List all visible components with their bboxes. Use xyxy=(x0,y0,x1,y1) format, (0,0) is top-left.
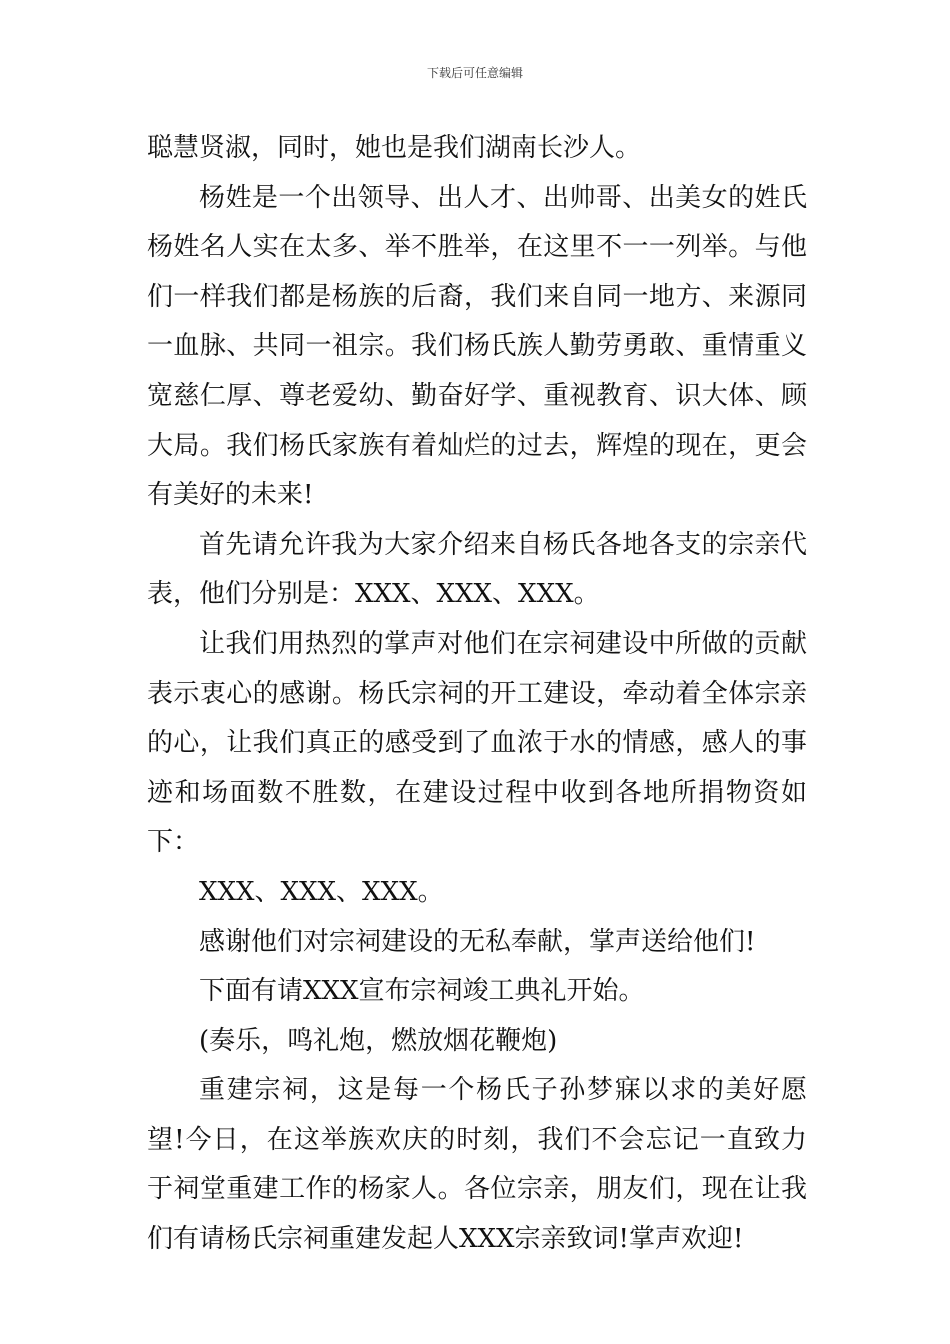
paragraph-2: 杨姓是一个出领导、出人才、出帅哥、出美女的姓氏杨姓名人实在太多、举不胜举，在这里不一一列举。与他们一样我们都是杨族的后裔，我们来自同一地方、来源同一血脉、共同一祖宗。我们杨氏族人勤劳勇敢、重情重义宽慈仁厚、尊老爱幼、勤奋好学、重视教育、识大体、顾大局。我们杨氏家族有着灿烂的过去，辉煌的现在，更会有美好的未来! xyxy=(147,182,807,511)
paragraph-4: 让我们用热烈的掌声对他们在宗祠建设中所做的贡献表示衷心的感谢。杨氏宗祠的开工建设，牵动着全体宗亲的心，让我们真正的感受到了血浓于水的情感，感人的事迹和场面数不胜数，在建设过程中收到各地所捐物资如下： xyxy=(147,628,807,858)
document-body xyxy=(147,124,807,1265)
paragraph-3: 首先请允许我为大家介绍来自杨氏各地各支的宗亲代表，他们分别是：XXX、XXX、XXX。 xyxy=(147,529,807,610)
paragraph-1: 聪慧贤淑，同时，她也是我们湖南长沙人。 xyxy=(147,133,642,163)
paragraph-6: 感谢他们对宗祠建设的无私奉献，掌声送给他们! xyxy=(199,926,756,957)
paragraph-9: 重建宗祠，这是每一个杨氏子孙梦寐以求的美好愿望!今日，在这举族欢庆的时刻，我们不会忘记一直致力于祠堂重建工作的杨家人。各位宗亲，朋友们，现在让我们有请杨氏宗祠重建发起人XXX宗亲致词!掌声欢迎! xyxy=(147,1075,807,1255)
paragraph-5: XXX、XXX、XXX。 xyxy=(199,876,444,907)
paragraph-8: (奏乐，鸣礼炮，燃放烟花鞭炮) xyxy=(199,1025,558,1056)
paragraph-7: 下面有请XXX宣布宗祠竣工典礼开始。 xyxy=(199,976,645,1007)
page-header: 下载后可任意编辑 xyxy=(426,66,523,80)
